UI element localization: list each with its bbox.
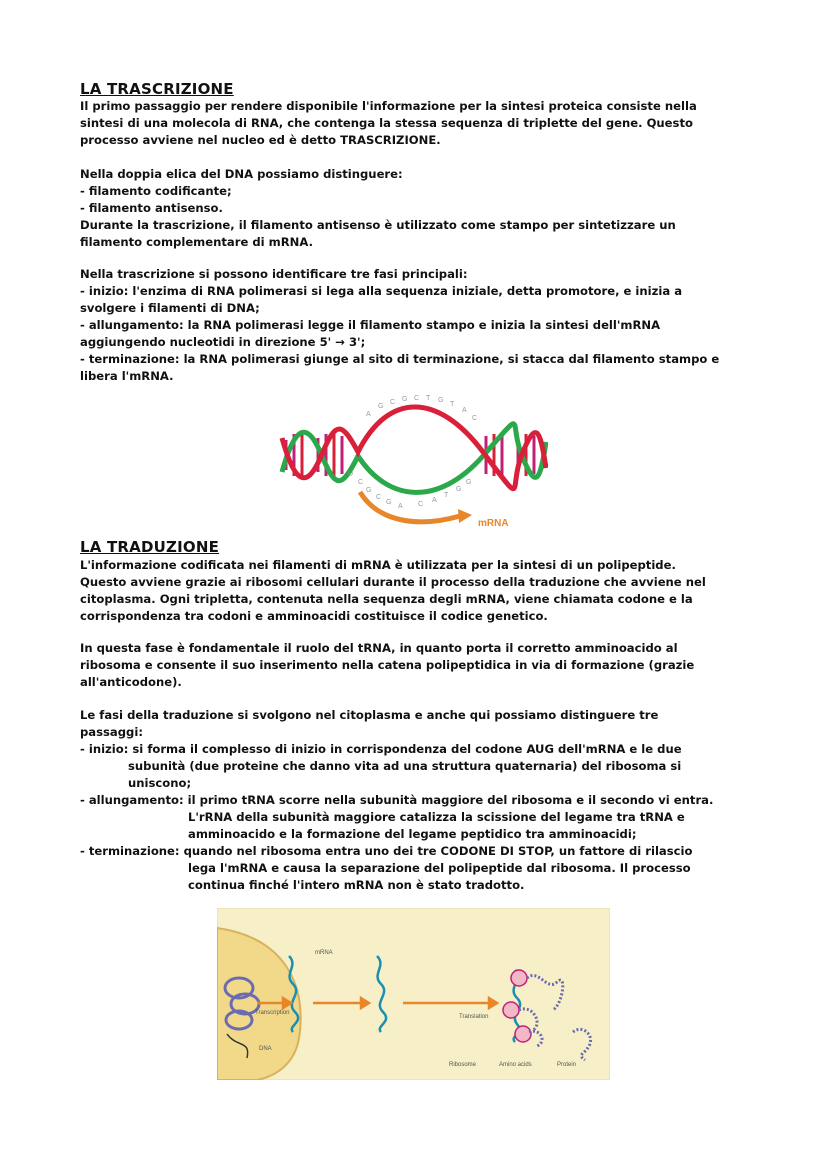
text-line: continua finché l'intero mRNA non è stato tradotto. xyxy=(188,878,525,892)
base-letter: G xyxy=(438,397,444,404)
text-line: corrispondenza tra codoni e amminoacidi costituisce il codice genetico. xyxy=(80,609,548,623)
amino-acids-label: Amino acids xyxy=(499,1062,532,1068)
base-letter: G xyxy=(456,486,462,493)
base-letter: T xyxy=(426,395,431,402)
trascrizione-phases xyxy=(80,266,745,385)
text-line: - allungamento: il primo tRNA scorre nella subunità maggiore del ribosoma e il secondo vi entra. xyxy=(80,793,714,807)
base-letter: A xyxy=(398,503,403,510)
base-letter: U xyxy=(348,471,354,478)
base-letter: C xyxy=(376,494,382,501)
base-letter: T xyxy=(444,492,449,499)
text-line: - terminazione: la RNA polimerasi giunge al sito di terminazione, si stacca dal filamento stampo e xyxy=(80,352,720,366)
base-letter: T xyxy=(450,401,455,408)
text-line: aggiungendo nucleotidi in direzione 5' → 3'; xyxy=(80,335,366,349)
text-line: In questa fase è fondamentale il ruolo del tRNA, in quanto porta il corretto amminoacido al xyxy=(80,641,678,655)
text-line: Il primo passaggio per rendere disponibile l'informazione per la sintesi proteica consiste nella xyxy=(80,99,697,113)
text-line: Nella doppia elica del DNA possiamo distinguere: xyxy=(80,167,403,181)
text-line: processo avviene nel nucleo ed è detto TRASCRIZIONE. xyxy=(80,133,441,147)
section-title-traduzione: LA TRADUZIONE xyxy=(80,538,220,556)
traduzione-phases xyxy=(80,707,745,894)
base-letter: A xyxy=(432,497,437,504)
dna-label: DNA xyxy=(259,1046,272,1052)
text-line: - filamento codificante; xyxy=(80,184,232,198)
text-line: - terminazione: quando nel ribosoma entra uno dei tre CODONE DI STOP, un fattore di rilascio xyxy=(80,844,693,858)
protein-label: Protein xyxy=(557,1062,577,1068)
text-line: - allungamento: la RNA polimerasi legge il filamento stampo e inizia la sintesi dell'mRNA xyxy=(80,318,661,332)
base-letter: G xyxy=(402,396,408,403)
base-letter: G xyxy=(378,403,384,410)
translation-figure xyxy=(217,908,610,1080)
text-line: - filamento antisenso. xyxy=(80,201,223,215)
base-letter: C xyxy=(390,399,396,406)
text-line: sintesi di una molecola di RNA, che contenga la stessa sequenza di triplette del gene. Questo xyxy=(80,116,693,130)
dna-transcription-figure xyxy=(278,392,548,534)
text-line: L'rRNA della subunità maggiore catalizza la scissione del legame tra tRNA e xyxy=(188,810,685,824)
base-letter: G xyxy=(466,479,472,486)
text-line: svolgere i filamenti di DNA; xyxy=(80,301,260,315)
text-line: L'informazione codificata nei filamenti di mRNA è utilizzata per la sintesi di un polipeptide. xyxy=(80,558,676,572)
mrna-label: mRNA xyxy=(478,518,509,529)
translation-label: Translation xyxy=(459,1014,489,1020)
section-title-trascrizione: LA TRASCRIZIONE xyxy=(80,80,234,98)
text-line: amminoacido e la formazione del legame peptidico tra amminoacidi; xyxy=(188,827,637,841)
text-line: ribosoma e consente il suo inserimento nella catena polipeptidica in via di formazione (grazie xyxy=(80,658,695,672)
trascrizione-intro xyxy=(80,98,745,149)
base-letter: C xyxy=(418,501,424,508)
text-line: uniscono; xyxy=(128,776,192,790)
base-letter: C xyxy=(358,479,364,486)
base-letter: G xyxy=(366,487,372,494)
mrna-figure-label: mRNA xyxy=(315,950,333,956)
ribosome-label: Ribosome xyxy=(449,1062,477,1068)
base-letter: C xyxy=(414,395,420,402)
text-line: lega l'mRNA e causa la separazione del polipeptide dal ribosoma. Il processo xyxy=(188,861,691,875)
transcription-label: Transcription xyxy=(255,1010,290,1016)
text-line: - inizio: si forma il complesso di inizio in corrispondenza del codone AUG dell'mRNA e le due xyxy=(80,742,682,756)
trascrizione-strands xyxy=(80,166,745,251)
text-line: passaggi: xyxy=(80,725,143,739)
text-line: Questo avviene grazie ai ribosomi cellulari durante il processo della traduzione che avviene nel xyxy=(80,575,706,589)
text-line: Le fasi della traduzione si svolgono nel citoplasma e anche qui possiamo distinguere tre xyxy=(80,708,659,722)
mrna-arrowhead xyxy=(458,509,472,523)
text-line: citoplasma. Ogni tripletta, contenuta nella sequenza degli mRNA, viene chiamata codone e la xyxy=(80,592,693,606)
text-line: Durante la trascrizione, il filamento antisenso è utilizzato come stampo per sintetizzare un xyxy=(80,218,676,232)
base-letter: G xyxy=(386,499,392,506)
text-line: all'anticodone). xyxy=(80,675,182,689)
base-letter: A xyxy=(462,407,467,414)
base-letter: A xyxy=(366,411,371,418)
text-line: - inizio: l'enzima di RNA polimerasi si lega alla sequenza iniziale, detta promotore, e inizia a xyxy=(80,284,683,298)
traduzione-intro xyxy=(80,557,745,625)
text-line: filamento complementare di mRNA. xyxy=(80,235,313,249)
text-line: libera l'mRNA. xyxy=(80,369,174,383)
traduzione-trna xyxy=(80,640,745,691)
base-letter: C xyxy=(472,415,478,422)
text-line: subunità (due proteine che danno vita ad una struttura quaternaria) del ribosoma si xyxy=(128,759,682,773)
text-line: Nella trascrizione si possono identificare tre fasi principali: xyxy=(80,267,468,281)
dna-strand-red xyxy=(282,407,546,489)
